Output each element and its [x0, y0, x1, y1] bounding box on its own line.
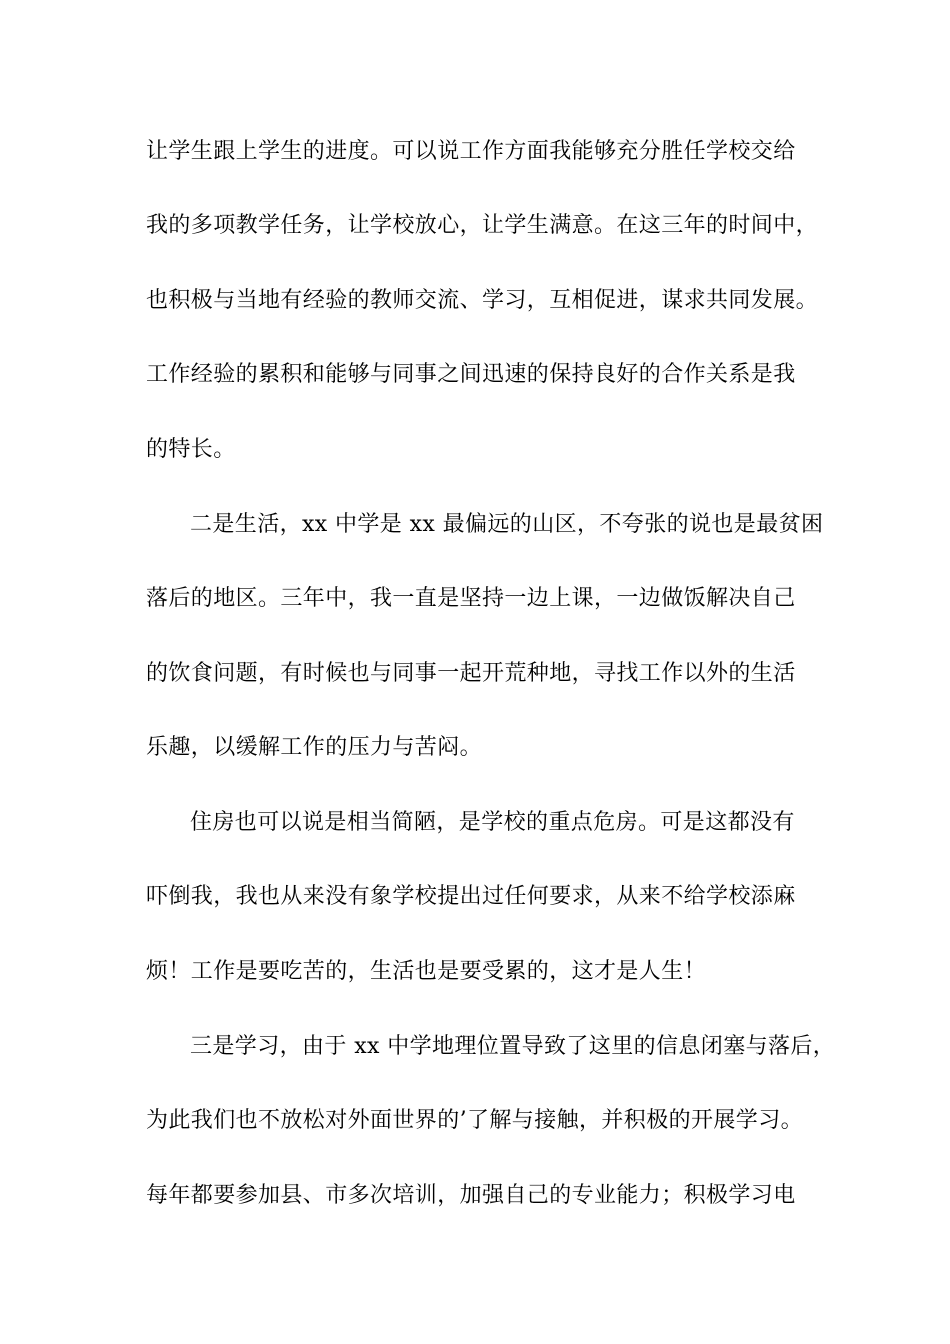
paragraph-start-line: 住房也可以说是相当简陋，是学校的重点危房。可是这都没有: [190, 810, 795, 835]
text-line: 工作经验的累积和能够与同事之间迅速的保持良好的合作关系是我: [146, 362, 796, 387]
text-line: 的饮食问题，有时候也与同事一起开荒种地，寻找工作以外的生活: [146, 661, 796, 686]
text-line: 我的多项教学任务，让学校放心，让学生满意。在这三年的时间中，: [146, 213, 819, 238]
text-line: 吓倒我，我也从来没有象学校提出过任何要求，从来不给学校添麻: [146, 884, 796, 909]
text-line: 乐趣，以缓解工作的压力与苦闷。: [146, 735, 483, 760]
text-line: 让学生跟上学生的进度。可以说工作方面我能够充分胜任学校交给: [146, 139, 796, 164]
text-line: 为此我们也不放松对外面世界的’了解与接触，并积极的开展学习。: [146, 1108, 803, 1133]
paragraph-start-line: 二是生活，xx 中学是 xx 最偏远的山区，不夸张的说也是最贫困: [190, 512, 824, 537]
text-line: 也积极与当地有经验的教师交流、学习，互相促进，谋求共同发展。: [146, 288, 819, 313]
text-line: 落后的地区。三年中，我一直是坚持一边上课，一边做饭解决自己: [146, 586, 796, 611]
text-line: 每年都要参加县、市多次培训，加强自己的专业能力；积极学习电: [146, 1183, 796, 1208]
text-line: 的特长。: [146, 437, 236, 462]
text-line: 烦！工作是要吃苦的，生活也是要受累的，这才是人生！: [146, 959, 707, 984]
paragraph-start-line: 三是学习，由于 xx 中学地理位置导致了这里的信息闭塞与落后，: [190, 1034, 836, 1059]
